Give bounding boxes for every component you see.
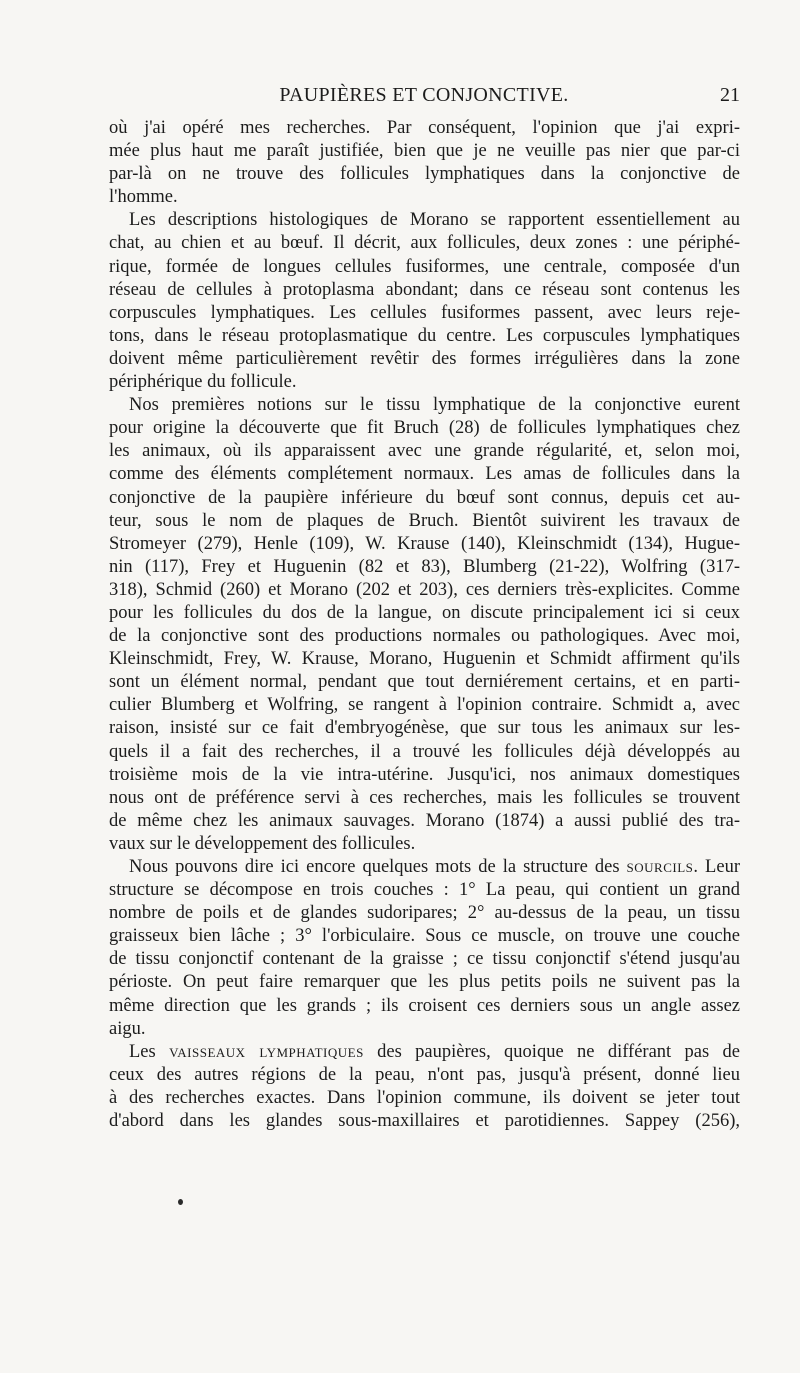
line-text: doivent même particulièrement revêtir des formes irrégulières dans la zone: [109, 348, 740, 369]
line-text: Nos premières notions sur le tissu lymphatique de la conjonctive eurent: [129, 395, 740, 416]
line-text: rique, formée de longues cellules fusiformes, une centrale, composée d'un: [109, 256, 740, 277]
line-text: sont un élément normal, pendant que tout derniérement certains, et en parti-: [109, 672, 740, 693]
line-text: raison, insisté sur ce fait d'embryogénèse, que sur tous les animaux sur les-: [109, 718, 740, 739]
page-header: [108, 84, 740, 106]
line-text: réseau de cellules à protoplasma abondant; dans ce réseau sont contenus les: [109, 279, 740, 300]
stray-ink-mark: [178, 1199, 183, 1205]
text-line: [109, 625, 740, 648]
line-text: pour les follicules du dos de la langue, on discute principalement ici si ceux: [109, 602, 740, 623]
line-text: conjonctive de la paupière inférieure du bœuf sont connus, depuis cet au-: [109, 487, 740, 508]
line-text: chat, au chien et au bœuf. Il décrit, aux follicules, deux zones : une périphé-: [109, 233, 740, 254]
line-text: nin (117), Frey et Huguenin (82 et 83), Blumberg (21-22), Wolfring (317-: [109, 556, 740, 577]
text-line: [109, 325, 740, 348]
line-text: de même chez les animaux sauvages. Morano (1874) a aussi publié des tra-: [109, 810, 740, 831]
line-text: même direction que les grands ; ils croisent ces derniers sous un angle assez: [109, 995, 740, 1016]
text-line: [109, 394, 740, 417]
line-text: Les descriptions histologiques de Morano se rapportent essentiellement au: [129, 210, 740, 231]
text-line: [109, 764, 740, 787]
text-line: [109, 510, 740, 533]
line-text: où j'ai opéré mes recherches. Par conséquent, l'opinion que j'ai expri-: [109, 118, 740, 138]
line-text: comme des éléments complétement normaux. Les amas de follicules dans la: [109, 464, 740, 485]
text-line: [109, 879, 740, 902]
text-line: [109, 787, 740, 810]
line-text: corpuscules lymphatiques. Les cellules fusiformes passent, avec leurs reje-: [109, 302, 740, 323]
text-line: [109, 186, 740, 209]
running-title: PAUPIÈRES ET CONJONCTIVE.: [279, 84, 569, 106]
line-text-continued: des paupières, quoique ne différant pas de: [363, 1041, 740, 1062]
line-text: à des recherches exactes. Dans l'opinion commune, ils doivent se jeter tout: [109, 1087, 740, 1108]
line-text: culier Blumberg et Wolfring, se rangent à l'opinion contraire. Schmidt a, avec: [109, 695, 740, 716]
line-text: tons, dans le réseau protoplasmatique du centre. Les corpuscules lymphatiques: [109, 325, 740, 346]
line-text: l'homme.: [109, 187, 178, 208]
line-text: vaux sur le développement des follicules.: [109, 833, 416, 854]
text-line: [109, 648, 740, 671]
line-text: les animaux, où ils apparaissent avec une grande régularité, et, selon moi,: [109, 441, 740, 462]
text-line: [109, 833, 740, 856]
text-line: [109, 279, 740, 302]
text-line: [109, 463, 740, 486]
text-line: [109, 694, 740, 717]
line-text: périoste. On peut faire remarquer que les plus petits poils ne suivent pas la: [109, 972, 740, 993]
text-line: [109, 856, 740, 879]
text-line: [109, 440, 740, 463]
line-text: mée plus haut me paraît justifiée, bien que je ne veuille pas nier que par-ci: [109, 141, 740, 162]
text-line: [109, 1018, 740, 1041]
line-text: troisième mois de la vie intra-utérine. Jusqu'ici, nos animaux domestiques: [109, 764, 740, 785]
text-line: [109, 925, 740, 948]
text-line: [109, 948, 740, 971]
text-line: [109, 741, 740, 764]
text-line: [109, 971, 740, 994]
text-line: [109, 163, 740, 186]
text-line: [109, 1041, 740, 1064]
text-line: [109, 602, 740, 625]
text-line: [109, 140, 740, 163]
line-text: Stromeyer (279), Henle (109), W. Krause (140), Kleinschmidt (134), Hugue-: [109, 533, 740, 554]
text-line: [109, 556, 740, 579]
line-text: structure se décompose en trois couches : 1° La peau, qui contient un grand: [109, 880, 740, 901]
text-line: [109, 417, 740, 440]
text-line: [109, 810, 740, 833]
text-line: [109, 533, 740, 556]
body-text: [109, 117, 740, 1133]
text-line: [109, 256, 740, 279]
text-line: [109, 348, 740, 371]
text-line: [109, 671, 740, 694]
line-text: de tissu conjonctif contenant de la graisse ; ce tissu conjonctif s'étend jusqu'au: [109, 949, 740, 970]
line-text: Nous pouvons dire ici encore quelques mots de la structure des: [129, 857, 627, 877]
line-text: Kleinschmidt, Frey, W. Krause, Morano, Huguenin et Schmidt affirment qu'ils: [109, 649, 740, 670]
line-text: nombre de poils et de glandes sudoripares; 2° au-dessus de la peau, un tissu: [109, 903, 740, 924]
line-text-continued: . Leur: [693, 857, 740, 877]
text-line: [109, 1064, 740, 1087]
text-line: [109, 302, 740, 325]
small-caps-term: vaisseaux lymphatiques: [169, 1041, 364, 1062]
text-line: [109, 117, 740, 140]
small-caps-term: sourcils: [626, 857, 694, 877]
text-line: [109, 1110, 740, 1133]
page-number: 21: [720, 84, 740, 106]
line-text: graisseux bien lâche ; 3° l'orbiculaire. Sous ce muscle, on trouve une couche: [109, 926, 740, 947]
line-text: aigu.: [109, 1018, 146, 1039]
text-line: [109, 1087, 740, 1110]
text-line: [109, 487, 740, 510]
line-text: nous ont de préférence servi à ces recherches, mais les follicules se trouvent: [109, 787, 740, 808]
line-text: par-là on ne trouve des follicules lymphatiques dans la conjonctive de: [109, 164, 740, 185]
text-line: [109, 717, 740, 740]
text-line: [109, 579, 740, 602]
text-line: [109, 371, 740, 394]
line-text: d'abord dans les glandes sous-maxillaires et parotidiennes. Sappey (256),: [109, 1111, 740, 1132]
line-text: pour origine la découverte que fit Bruch (28) de follicules lymphatiques chez: [109, 418, 740, 439]
line-text: 318), Schmid (260) et Morano (202 et 203), ces derniers très-explicites. Comme: [109, 579, 740, 600]
text-line: [109, 902, 740, 925]
text-line: [109, 995, 740, 1018]
line-text: Les: [129, 1041, 170, 1062]
line-text: teur, sous le nom de plaques de Bruch. Bientôt suivirent les travaux de: [109, 510, 740, 531]
line-text: de la conjonctive sont des productions normales ou pathologiques. Avec moi,: [109, 626, 740, 647]
line-text: ceux des autres régions de la peau, n'ont pas, jusqu'à présent, donné lieu: [109, 1064, 740, 1085]
line-text: périphérique du follicule.: [109, 372, 297, 393]
text-line: [109, 209, 740, 232]
line-text: quels il a fait des recherches, il a trouvé les follicules déjà développés au: [109, 741, 740, 762]
text-line: [109, 232, 740, 255]
